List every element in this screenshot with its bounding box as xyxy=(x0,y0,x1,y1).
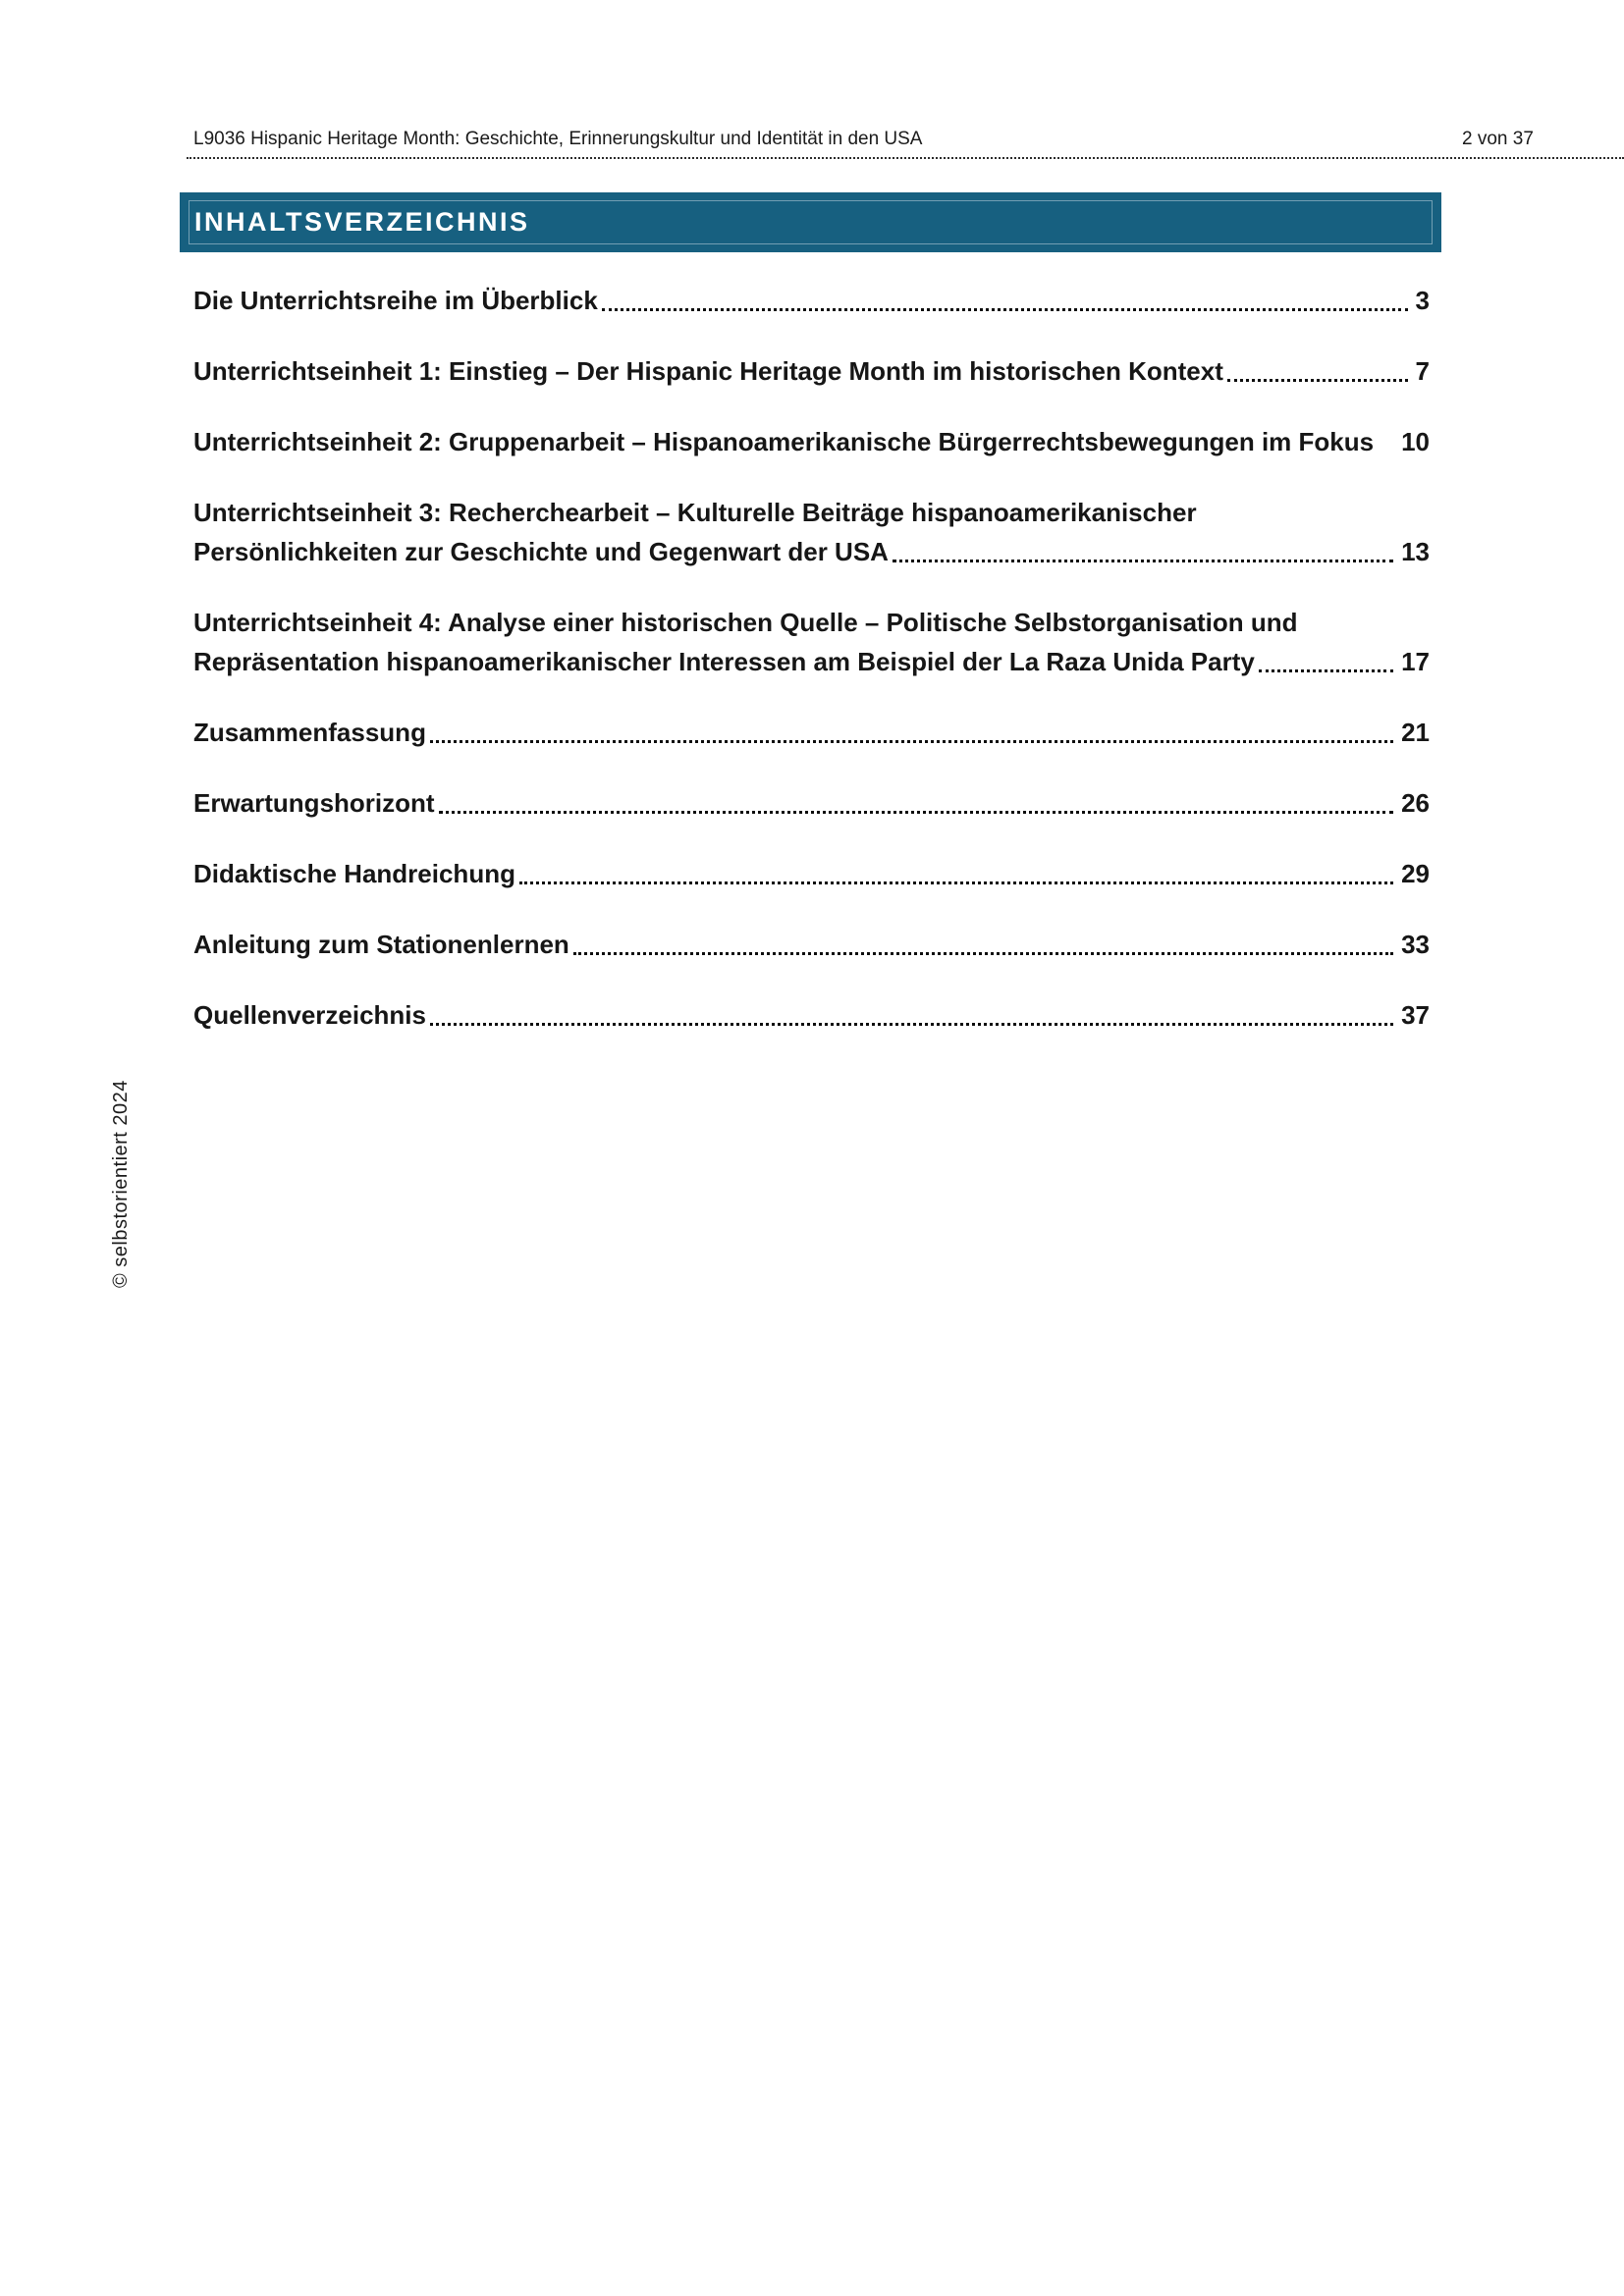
page-indicator: 2 von 37 xyxy=(1462,129,1534,149)
toc-page-number: 3 xyxy=(1415,286,1430,315)
dot-leader xyxy=(430,713,1393,743)
header-divider xyxy=(187,142,1624,159)
dot-leader xyxy=(430,995,1393,1026)
toc-entry xyxy=(193,603,1430,681)
toc-entry-title: Unterrichtseinheit 2: Gruppenarbeit – Hispanoamerikanische Bürgerrechtsbewegungen im Fokus xyxy=(193,427,1375,456)
dot-leader xyxy=(1259,642,1393,672)
toc-entry-title: Unterrichtseinheit 1: Einstieg – Der Hispanic Heritage Month im historischen Kontext xyxy=(193,356,1223,386)
toc-entry xyxy=(193,493,1430,571)
toc-list xyxy=(193,281,1430,1066)
toc-page-number: 10 xyxy=(1401,427,1430,456)
toc-entry xyxy=(193,713,1430,752)
toc-entry-title: Erwartungshorizont xyxy=(193,788,435,818)
toc-page-number: 17 xyxy=(1401,647,1430,676)
dot-leader xyxy=(1378,422,1393,453)
toc-entry-title-line2: Repräsentation hispanoamerikanischer Interessen am Beispiel der La Raza Unida Party xyxy=(193,647,1255,676)
toc-entry-title: Zusammenfassung xyxy=(193,718,426,747)
toc-page-number: 26 xyxy=(1401,788,1430,818)
toc-page-number: 29 xyxy=(1401,859,1430,888)
dot-leader xyxy=(519,854,1393,884)
toc-entry-title-line2: Persönlichkeiten zur Geschichte und Gegenwart der USA xyxy=(193,537,889,566)
toc-page-number: 33 xyxy=(1401,930,1430,959)
toc-entry xyxy=(193,854,1430,893)
dot-leader xyxy=(1227,351,1408,382)
toc-entry xyxy=(193,422,1430,461)
toc-entry xyxy=(193,995,1430,1035)
toc-page-number: 7 xyxy=(1415,356,1430,386)
header-document-title: L9036 Hispanic Heritage Month: Geschichte, Erinnerungskultur und Identität in den USA xyxy=(193,129,923,149)
toc-entry-title: Anleitung zum Stationenlernen xyxy=(193,930,569,959)
toc-entry-title-line1: Unterrichtseinheit 3: Recherchearbeit – Kulturelle Beiträge hispanoamerikanischer xyxy=(193,498,1197,527)
toc-entry xyxy=(193,925,1430,964)
toc-entry-title: Didaktische Handreichung xyxy=(193,859,515,888)
toc-entry-title: Quellenverzeichnis xyxy=(193,1000,426,1030)
copyright-note: © selbstorientiert 2024 xyxy=(110,1080,132,1288)
toc-entry xyxy=(193,783,1430,823)
dot-leader xyxy=(573,925,1393,955)
toc-banner-title: INHALTSVERZEICHNIS xyxy=(194,207,530,237)
toc-page-number: 21 xyxy=(1401,718,1430,747)
toc-entry-title: Die Unterrichtsreihe im Überblick xyxy=(193,286,598,315)
toc-entry-title-line1: Unterrichtseinheit 4: Analyse einer historischen Quelle – Politische Selbstorganisation und xyxy=(193,608,1298,637)
dot-leader xyxy=(439,783,1394,814)
toc-banner xyxy=(180,192,1441,252)
toc-page-number: 37 xyxy=(1401,1000,1430,1030)
dot-leader xyxy=(893,532,1393,562)
toc-page-number: 13 xyxy=(1401,537,1430,566)
toc-entry xyxy=(193,281,1430,320)
toc-entry xyxy=(193,351,1430,391)
dot-leader xyxy=(602,281,1408,311)
